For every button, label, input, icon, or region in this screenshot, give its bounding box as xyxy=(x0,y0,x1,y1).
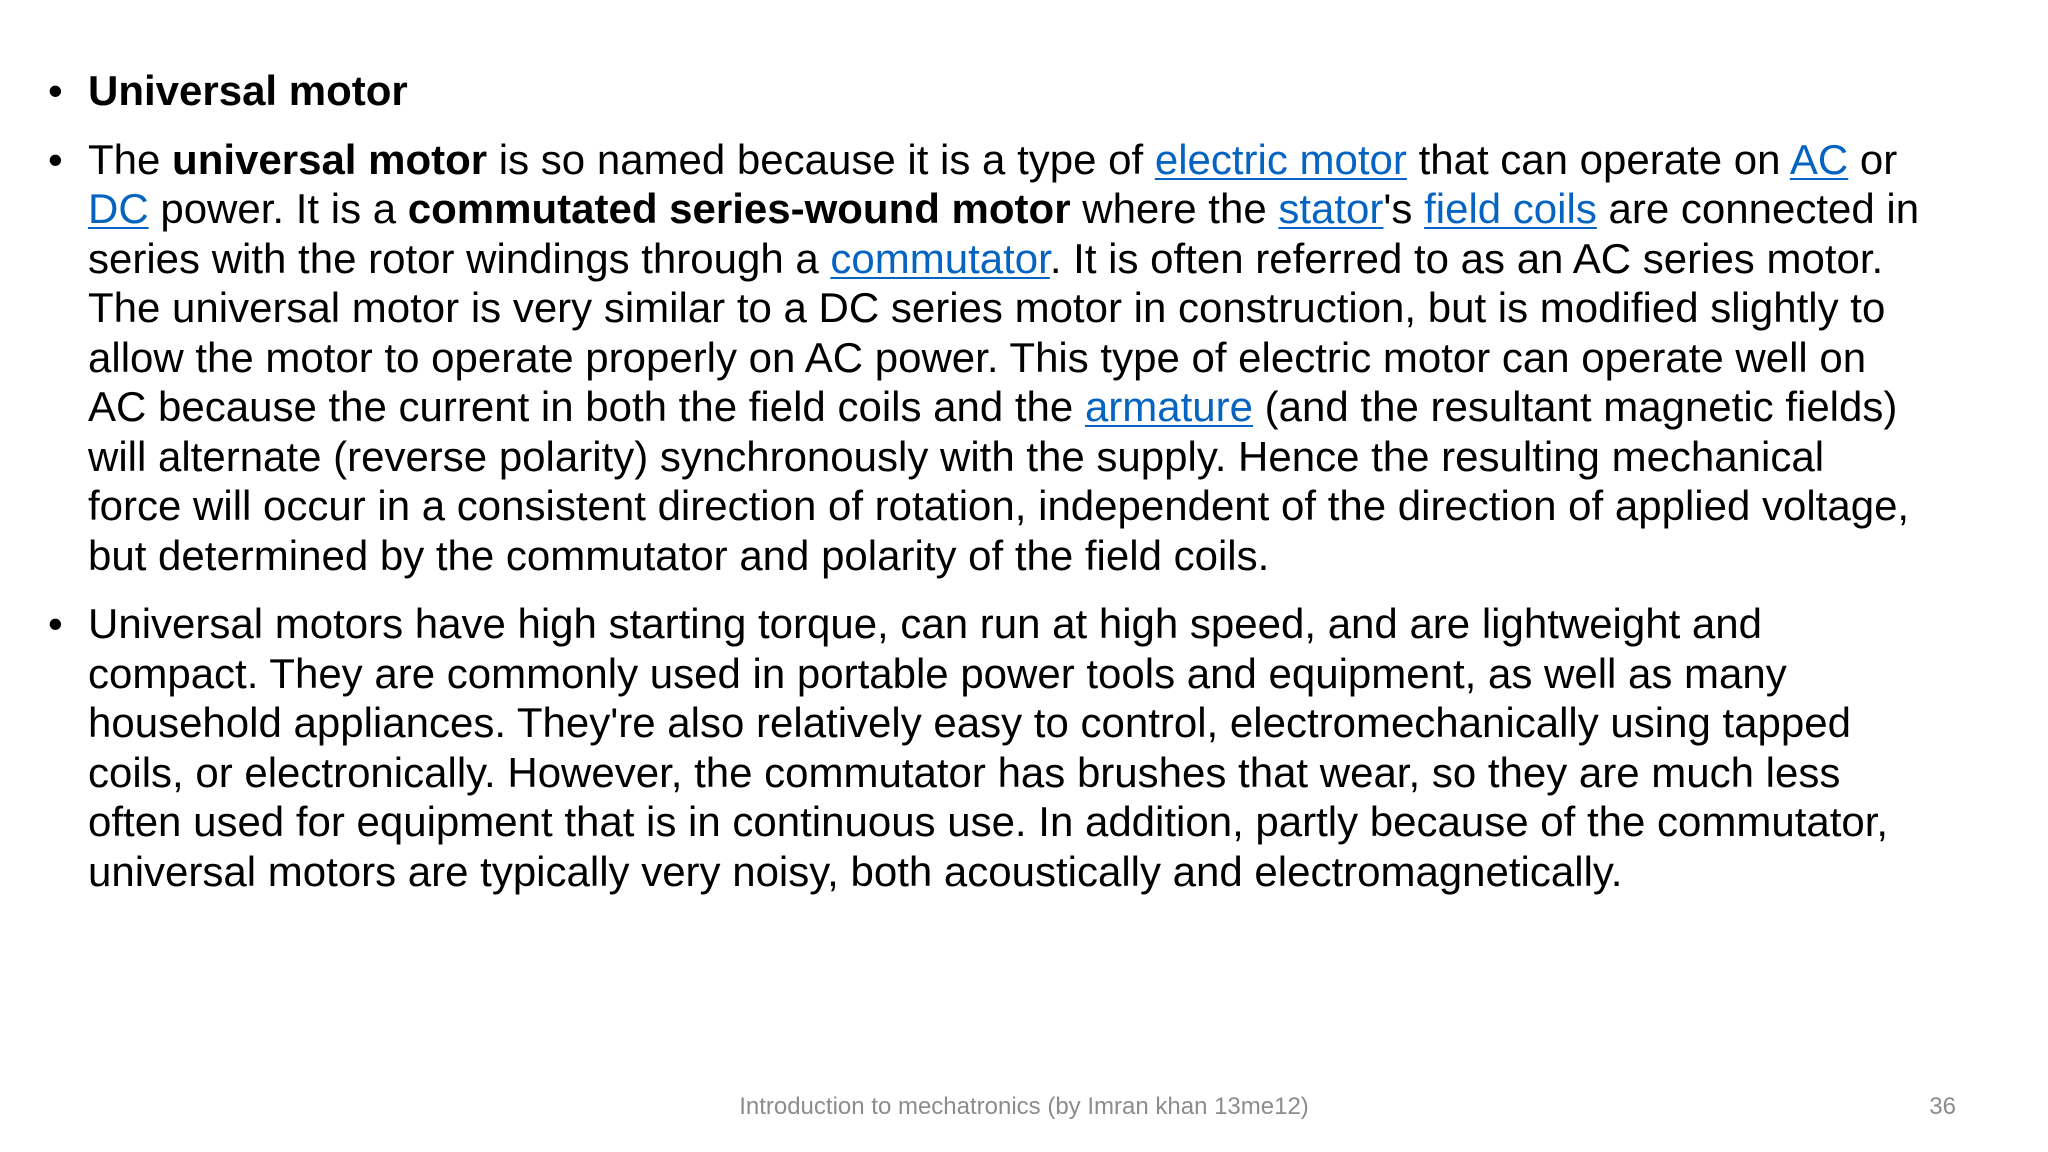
paragraph-text: that can operate on xyxy=(1406,135,1790,183)
link-commutator[interactable]: commutator xyxy=(830,234,1050,282)
paragraph-text: 's xyxy=(1383,185,1425,232)
bullet-item-heading xyxy=(48,66,1928,116)
link-field-coils[interactable]: field coils xyxy=(1424,185,1597,232)
bullet-item-applications xyxy=(48,599,1928,896)
paragraph-text: is so named because it is a type of xyxy=(487,135,1155,183)
bullet-marker: • xyxy=(48,67,63,114)
paragraph-text: The xyxy=(88,135,173,183)
bullet-marker: • xyxy=(48,135,63,183)
paragraph-text: are connected in series with the rotor windings through a xyxy=(88,185,1920,282)
paragraph-text: where the xyxy=(1070,185,1279,232)
paragraph-text: power. It is a xyxy=(148,185,408,232)
link-armature[interactable]: armature xyxy=(1084,383,1254,430)
bold-term-series-wound-motor: commutated series-wound motor xyxy=(407,185,1071,232)
paragraph-text: or xyxy=(1848,135,1898,183)
footer-text: Introduction to mechatronics (by Imran khan 13me12) xyxy=(739,1093,1309,1120)
paragraph-text: . It is often referred to as an AC series motor. The universal motor is very similar to a DC series motor in construction, but is modified slightly to allow the motor to operate properly on AC power. This type of electric motor can operate well on AC because the current in both the field coils and the xyxy=(88,234,1886,430)
link-ac[interactable]: AC xyxy=(1789,135,1849,183)
page-number: 36 xyxy=(1929,1093,1956,1120)
link-electric-motor[interactable]: electric motor xyxy=(1154,135,1407,183)
link-stator[interactable]: stator xyxy=(1278,185,1384,232)
slide-heading: Universal motor xyxy=(88,67,408,114)
link-dc[interactable]: DC xyxy=(88,185,149,232)
paragraph-text: (and the resultant magnetic fields) will alternate (reverse polarity) synchronously with the supply. Hence the resulting mechanical force will occur in a consistent direction of rotation, independent of the direction of applied voltage, but determined by the commutator and polarity of the field coils. xyxy=(88,383,1910,579)
bold-term-universal-motor: universal motor xyxy=(172,135,488,183)
paragraph-text: Universal motors have high starting torque, can run at high speed, and are lightweight and compact. They are commonly used in portable power tools and equipment, as well as many household appliances. They're also relatively easy to control, electromechanically using tapped coils, or electronically. However, the commutator has brushes that wear, so they are much less often used for equipment that is in continuous use. In addition, partly because of the commutator, universal motors are typically very noisy, both acoustically and electromagnetically. xyxy=(88,600,1889,895)
bullet-marker: • xyxy=(48,600,63,647)
bullet-list xyxy=(48,66,1928,915)
bullet-item-definition xyxy=(48,135,1928,581)
